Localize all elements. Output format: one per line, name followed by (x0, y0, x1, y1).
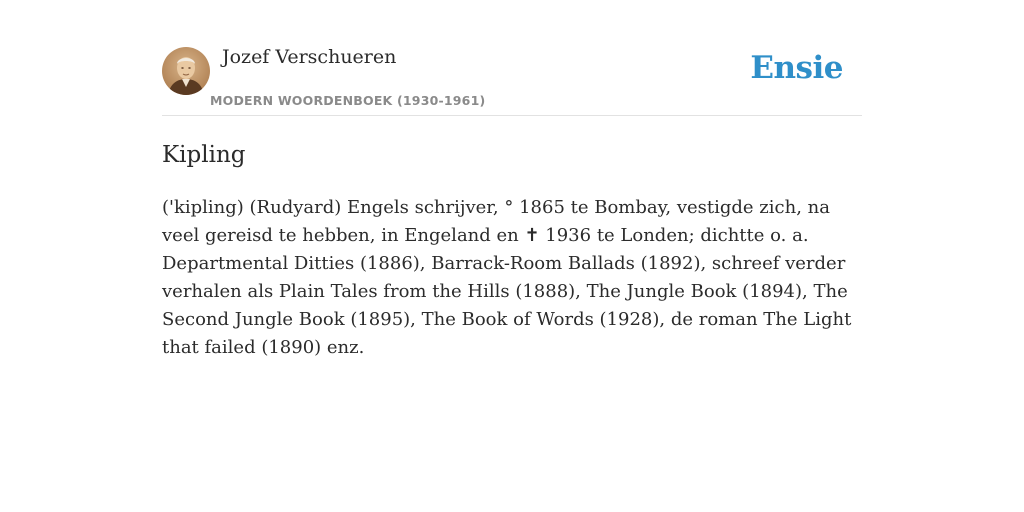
author-portrait-icon (162, 47, 210, 95)
ensie-logo[interactable]: Ensie (750, 50, 843, 86)
entry-title: Kipling (162, 142, 246, 168)
entry-definition: ('kipling) (Rudyard) Engels schrijver, ° 1865 te Bombay, vestigde zich, na veel gereisd te hebben, in Engeland en ✝ 1936 te Londen; dichtte o. a. Departmental Ditties (1886), Barrack-Room Ballads (1892), schreef verder verhalen als Plain Tales from the Hills (1888), The Jungle Book (1894), The Second Jungle Book (1895), The Book of Words (1928), de roman The Light that failed (1890) enz. (162, 197, 852, 358)
header (162, 44, 862, 116)
page-container (162, 44, 862, 362)
author-avatar[interactable] (162, 47, 210, 95)
author-name[interactable]: Jozef Verschueren (222, 46, 397, 68)
source-dictionary[interactable]: MODERN WOORDENBOEK (1930-1961) (210, 93, 486, 108)
